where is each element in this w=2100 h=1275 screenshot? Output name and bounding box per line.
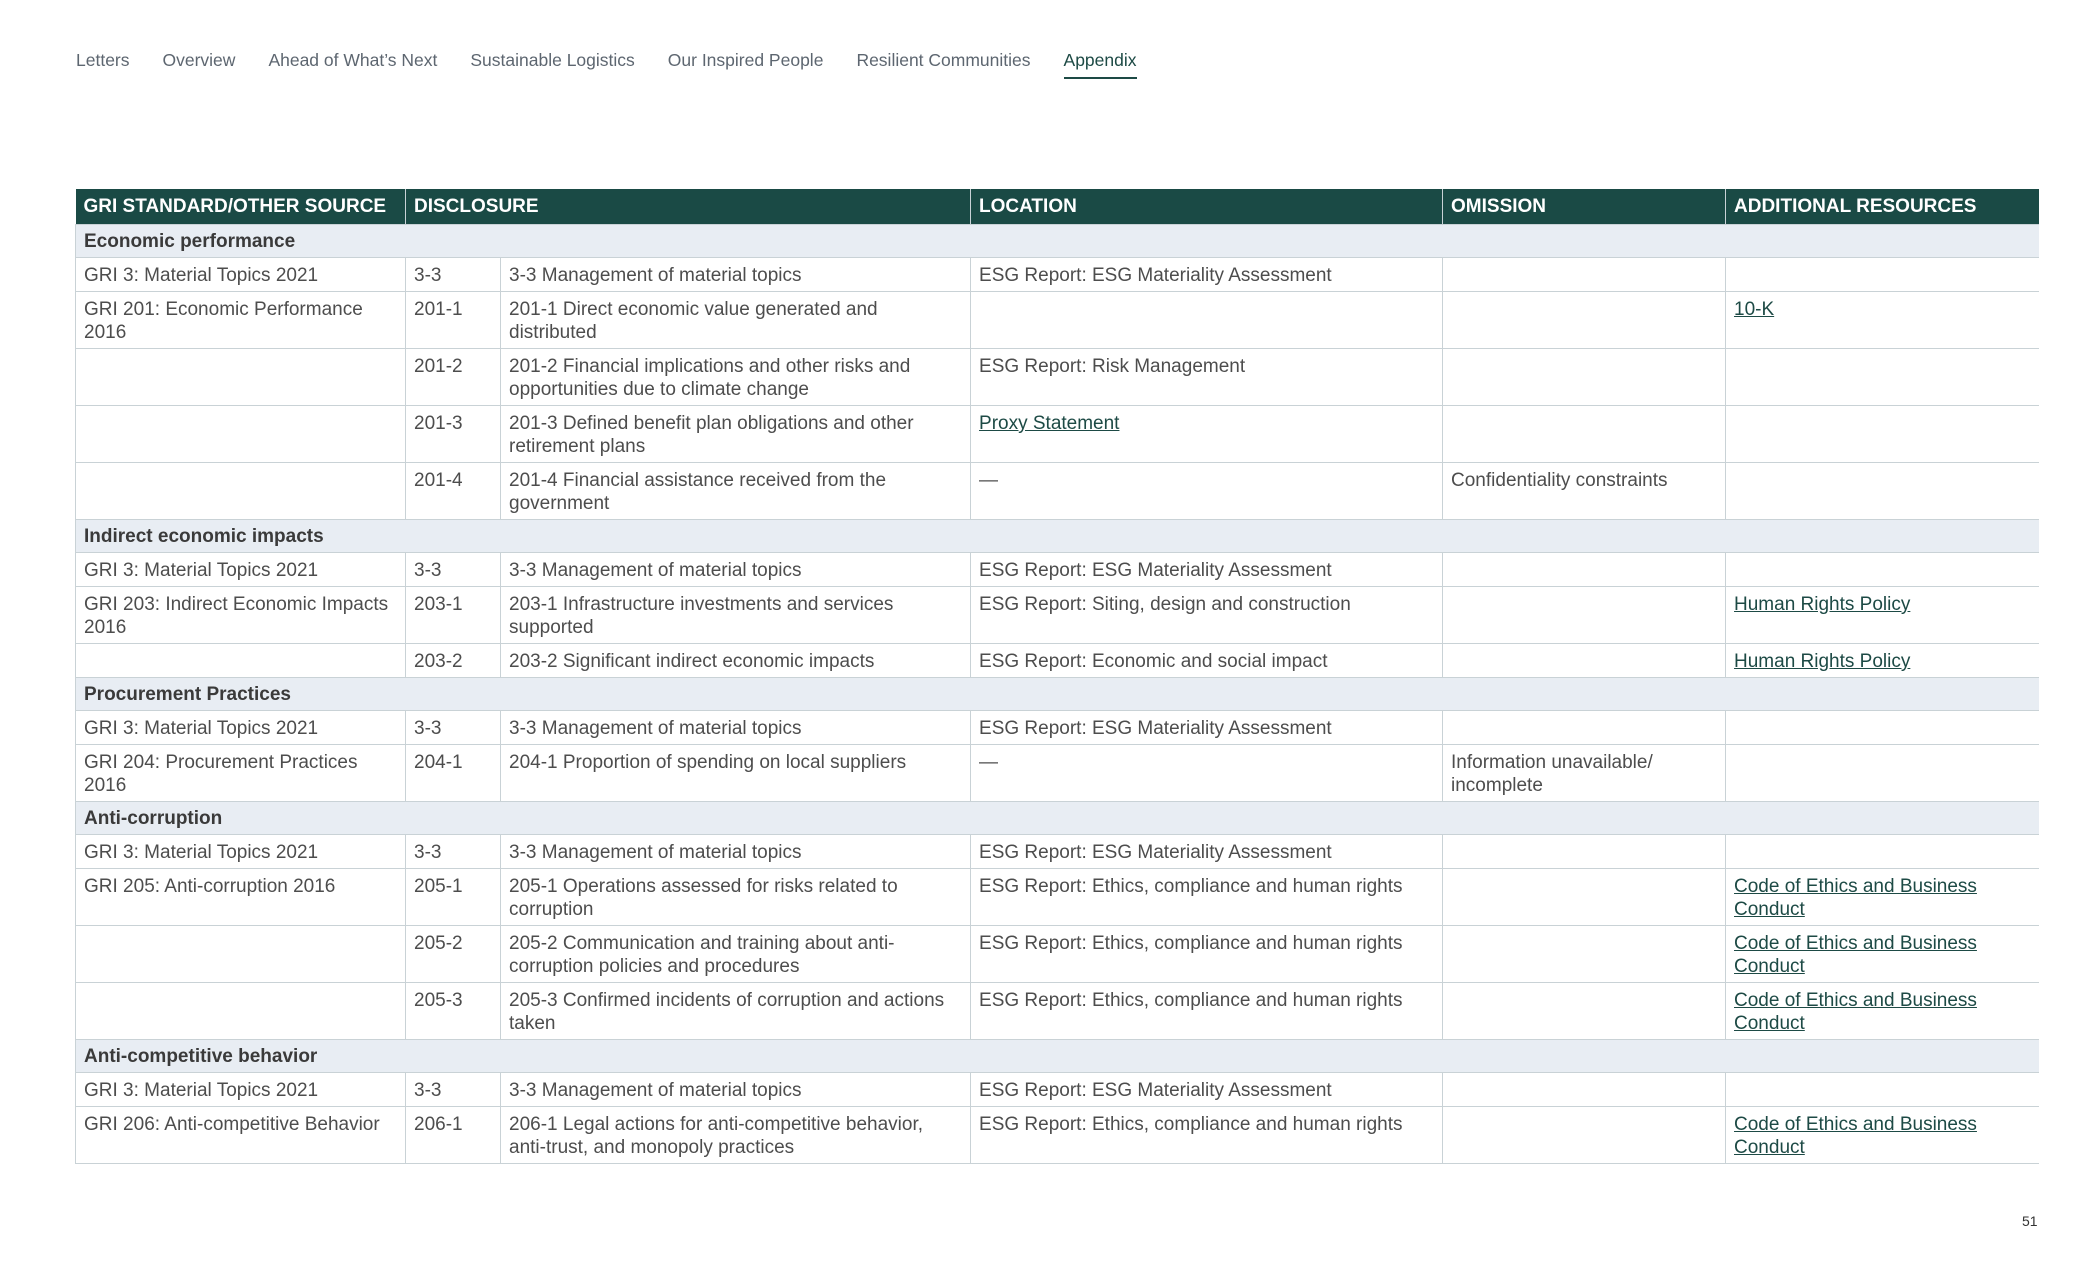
cell-disclosure: 3-3 Management of material topics	[501, 835, 971, 869]
cell-code: 205-1	[406, 869, 501, 926]
cell-omission	[1443, 926, 1726, 983]
cell-standard	[76, 644, 406, 678]
cell-code: 3-3	[406, 835, 501, 869]
cell-standard	[76, 926, 406, 983]
cell-disclosure: 205-2 Communication and training about anti-corruption policies and procedures	[501, 926, 971, 983]
cell-standard	[76, 983, 406, 1040]
cell-resource-link[interactable]: Code of Ethics and Business Conduct	[1734, 990, 1977, 1034]
cell-code: 204-1	[406, 745, 501, 802]
cell-code: 3-3	[406, 1073, 501, 1107]
cell-location	[971, 406, 1443, 463]
nav-item-resilient-communities[interactable]: Resilient Communities	[856, 50, 1031, 70]
cell-resource	[1726, 553, 2039, 587]
cell-resource	[1726, 745, 2039, 802]
cell-location: ESG Report: Ethics, compliance and human rights	[971, 983, 1443, 1040]
cell-resource	[1726, 711, 2039, 745]
table-row	[76, 553, 2039, 587]
cell-disclosure: 205-1 Operations assessed for risks related to corruption	[501, 869, 971, 926]
cell-disclosure: 201-4 Financial assistance received from the government	[501, 463, 971, 520]
cell-location: ESG Report: ESG Materiality Assessment	[971, 835, 1443, 869]
section-title: Procurement Practices	[76, 678, 2039, 711]
cell-resource	[1726, 1073, 2039, 1107]
cell-code: 201-1	[406, 292, 501, 349]
cell-standard: GRI 206: Anti-competitive Behavior	[76, 1107, 406, 1164]
cell-disclosure: 203-1 Infrastructure investments and services supported	[501, 587, 971, 644]
cell-standard: GRI 205: Anti-corruption 2016	[76, 869, 406, 926]
cell-resource	[1726, 587, 2039, 644]
cell-code: 3-3	[406, 258, 501, 292]
cell-omission	[1443, 292, 1726, 349]
cell-resource	[1726, 1107, 2039, 1164]
cell-standard: GRI 204: Procurement Practices 2016	[76, 745, 406, 802]
header-omission: OMISSION	[1443, 189, 1726, 225]
section-title: Economic performance	[76, 225, 2039, 258]
nav-item-sustainable-logistics[interactable]: Sustainable Logistics	[470, 50, 635, 70]
cell-omission	[1443, 406, 1726, 463]
nav-item-appendix[interactable]: Appendix	[1064, 50, 1137, 79]
cell-disclosure: 201-2 Financial implications and other risks and opportunities due to climate change	[501, 349, 971, 406]
cell-disclosure: 3-3 Management of material topics	[501, 1073, 971, 1107]
cell-code: 3-3	[406, 553, 501, 587]
header-location: LOCATION	[971, 189, 1443, 225]
cell-standard: GRI 3: Material Topics 2021	[76, 711, 406, 745]
table-row	[76, 292, 2039, 349]
cell-disclosure: 3-3 Management of material topics	[501, 553, 971, 587]
cell-omission: Information unavailable/ incomplete	[1443, 745, 1726, 802]
cell-location: ESG Report: Ethics, compliance and human rights	[971, 926, 1443, 983]
top-navigation	[76, 50, 1170, 79]
cell-omission: Confidentiality constraints	[1443, 463, 1726, 520]
cell-omission	[1443, 644, 1726, 678]
cell-location: ESG Report: Economic and social impact	[971, 644, 1443, 678]
table-row	[76, 835, 2039, 869]
cell-standard: GRI 3: Material Topics 2021	[76, 835, 406, 869]
cell-location: —	[971, 745, 1443, 802]
section-title: Anti-competitive behavior	[76, 1040, 2039, 1073]
cell-resource	[1726, 258, 2039, 292]
table-row	[76, 644, 2039, 678]
cell-location: ESG Report: ESG Materiality Assessment	[971, 711, 1443, 745]
nav-item-letters[interactable]: Letters	[76, 50, 130, 70]
cell-location: ESG Report: ESG Materiality Assessment	[971, 258, 1443, 292]
cell-omission	[1443, 587, 1726, 644]
cell-disclosure: 3-3 Management of material topics	[501, 711, 971, 745]
table-row	[76, 983, 2039, 1040]
cell-location: ESG Report: Ethics, compliance and human rights	[971, 869, 1443, 926]
cell-omission	[1443, 349, 1726, 406]
cell-standard: GRI 203: Indirect Economic Impacts 2016	[76, 587, 406, 644]
cell-resource	[1726, 983, 2039, 1040]
cell-omission	[1443, 983, 1726, 1040]
table-header-row	[76, 189, 2039, 225]
cell-resource	[1726, 349, 2039, 406]
table-row	[76, 463, 2039, 520]
cell-location: ESG Report: ESG Materiality Assessment	[971, 1073, 1443, 1107]
cell-standard: GRI 201: Economic Performance 2016	[76, 292, 406, 349]
cell-code: 201-3	[406, 406, 501, 463]
table-row	[76, 406, 2039, 463]
cell-disclosure: 206-1 Legal actions for anti-competitive behavior, anti-trust, and monopoly practices	[501, 1107, 971, 1164]
table-row	[76, 587, 2039, 644]
cell-code: 203-1	[406, 587, 501, 644]
cell-omission	[1443, 258, 1726, 292]
section-row	[76, 678, 2039, 711]
cell-code: 201-4	[406, 463, 501, 520]
cell-omission	[1443, 1073, 1726, 1107]
cell-disclosure: 205-3 Confirmed incidents of corruption and actions taken	[501, 983, 971, 1040]
table-row	[76, 711, 2039, 745]
cell-resource	[1726, 835, 2039, 869]
cell-code: 205-3	[406, 983, 501, 1040]
cell-omission	[1443, 1107, 1726, 1164]
cell-disclosure: 201-3 Defined benefit plan obligations and other retirement plans	[501, 406, 971, 463]
cell-location: ESG Report: Ethics, compliance and human rights	[971, 1107, 1443, 1164]
cell-resource-link[interactable]: Code of Ethics and Business Conduct	[1734, 933, 1977, 977]
cell-resource-link[interactable]: 10-K	[1734, 299, 1775, 320]
cell-location: ESG Report: Risk Management	[971, 349, 1443, 406]
cell-code: 3-3	[406, 711, 501, 745]
cell-disclosure: 204-1 Proportion of spending on local suppliers	[501, 745, 971, 802]
cell-resource-link[interactable]: Code of Ethics and Business Conduct	[1734, 1114, 1977, 1158]
cell-resource	[1726, 869, 2039, 926]
cell-disclosure: 201-1 Direct economic value generated and distributed	[501, 292, 971, 349]
section-title: Indirect economic impacts	[76, 520, 2039, 553]
header-additional-resources: ADDITIONAL RESOURCES	[1726, 189, 2039, 225]
nav-item-our-inspired-people[interactable]: Our Inspired People	[667, 50, 824, 70]
page-number: 51	[2022, 1213, 2038, 1229]
cell-code: 201-2	[406, 349, 501, 406]
section-row	[76, 520, 2039, 553]
cell-standard: GRI 3: Material Topics 2021	[76, 1073, 406, 1107]
cell-location: ESG Report: ESG Materiality Assessment	[971, 553, 1443, 587]
cell-resource-link[interactable]: Human Rights Policy	[1734, 594, 1911, 615]
cell-location-link[interactable]: Proxy Statement	[979, 413, 1120, 434]
cell-omission	[1443, 835, 1726, 869]
nav-item-ahead-of-what-s-next[interactable]: Ahead of What’s Next	[268, 50, 438, 70]
nav-item-overview[interactable]: Overview	[162, 50, 236, 70]
cell-code: 205-2	[406, 926, 501, 983]
table-row	[76, 349, 2039, 406]
cell-omission	[1443, 711, 1726, 745]
cell-resource-link[interactable]: Code of Ethics and Business Conduct	[1734, 876, 1977, 920]
table-row	[76, 869, 2039, 926]
table-row	[76, 1107, 2039, 1164]
section-title: Anti-corruption	[76, 802, 2039, 835]
cell-resource-link[interactable]: Human Rights Policy	[1734, 651, 1911, 672]
cell-location: ESG Report: Siting, design and construction	[971, 587, 1443, 644]
cell-omission	[1443, 869, 1726, 926]
cell-standard	[76, 463, 406, 520]
cell-resource	[1726, 644, 2039, 678]
cell-resource	[1726, 926, 2039, 983]
header-disclosure: DISCLOSURE	[406, 189, 971, 225]
section-row	[76, 225, 2039, 258]
table-row	[76, 1073, 2039, 1107]
cell-location	[971, 292, 1443, 349]
section-row	[76, 1040, 2039, 1073]
cell-disclosure: 3-3 Management of material topics	[501, 258, 971, 292]
table-row	[76, 745, 2039, 802]
cell-omission	[1443, 553, 1726, 587]
header-standard: GRI STANDARD/OTHER SOURCE	[76, 189, 406, 225]
cell-location: —	[971, 463, 1443, 520]
cell-resource	[1726, 406, 2039, 463]
cell-standard	[76, 406, 406, 463]
section-row	[76, 802, 2039, 835]
cell-code: 203-2	[406, 644, 501, 678]
cell-standard	[76, 349, 406, 406]
cell-resource	[1726, 463, 2039, 520]
table-row	[76, 926, 2039, 983]
cell-resource	[1726, 292, 2039, 349]
cell-disclosure: 203-2 Significant indirect economic impacts	[501, 644, 971, 678]
table-row	[76, 258, 2039, 292]
cell-standard: GRI 3: Material Topics 2021	[76, 553, 406, 587]
cell-code: 206-1	[406, 1107, 501, 1164]
gri-index-table	[75, 189, 2039, 1164]
cell-standard: GRI 3: Material Topics 2021	[76, 258, 406, 292]
